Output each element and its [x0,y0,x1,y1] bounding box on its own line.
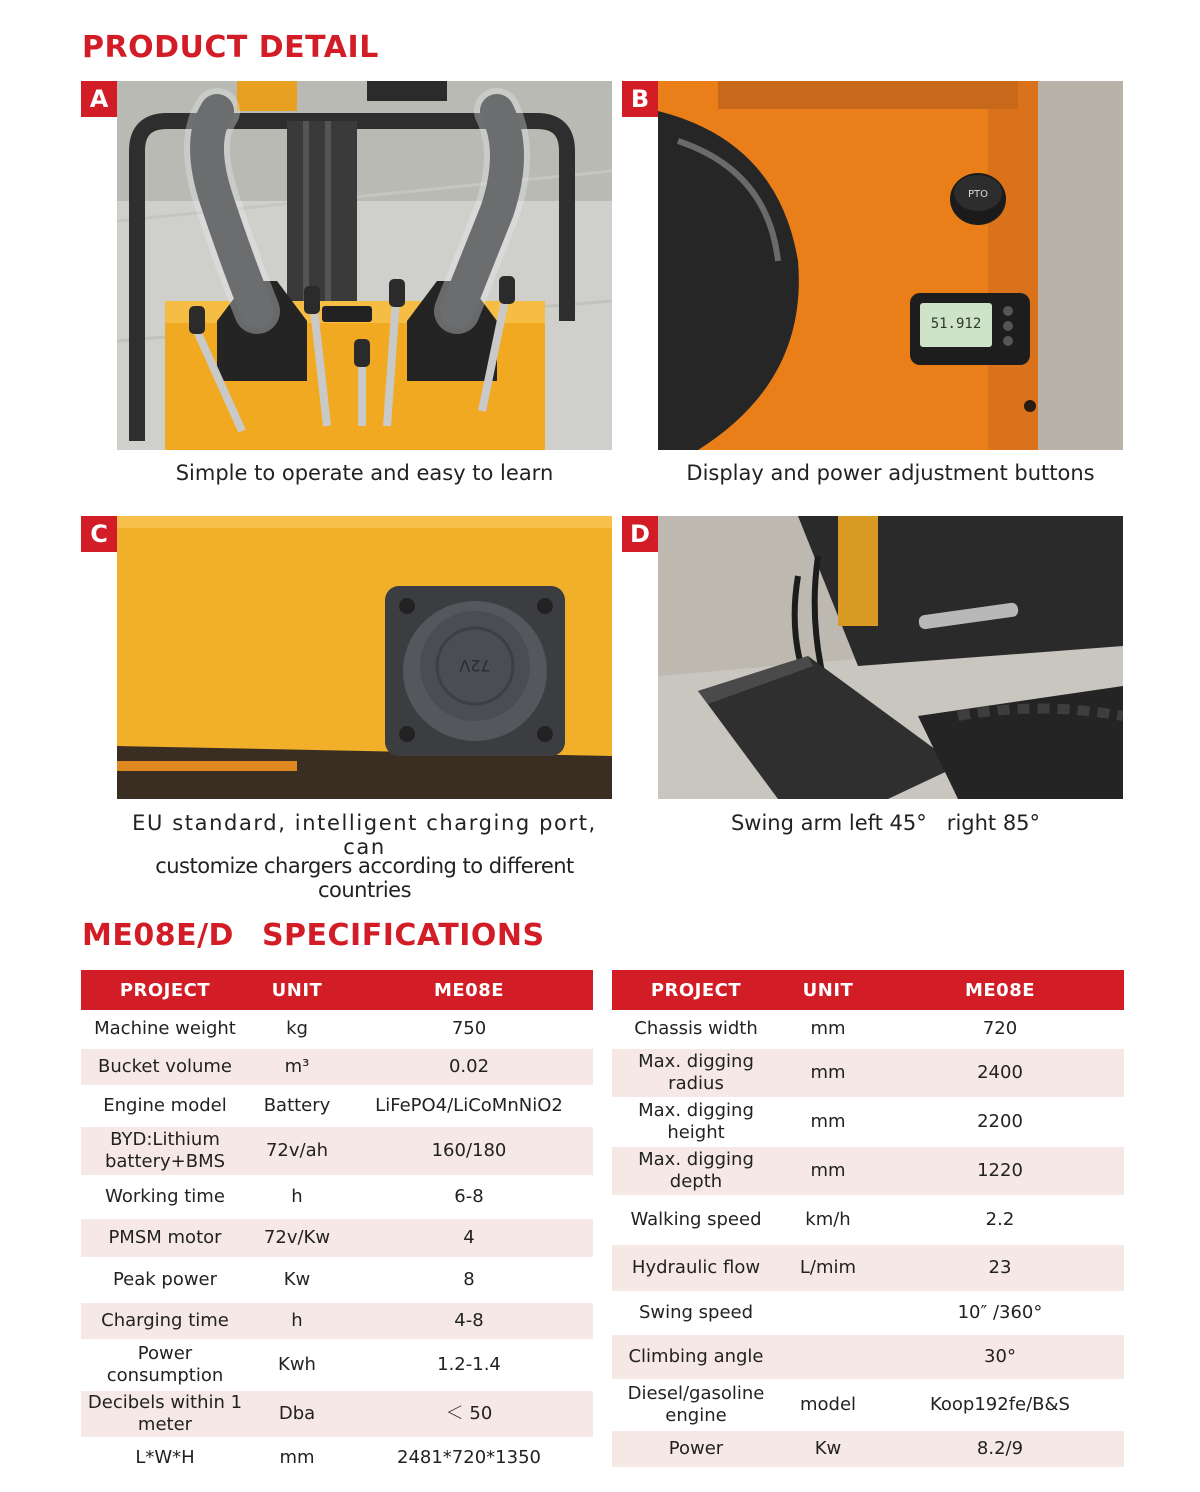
spec-unit-cell: mm [780,1048,876,1098]
spec-project-cell: Diesel/gasoline engine [612,1380,780,1430]
header-model: ME08E [345,970,593,1010]
table-row [612,1146,1124,1196]
charging-port-label: 72V [459,656,491,675]
spec-value-cell: 8 [345,1258,593,1302]
table-row [81,1302,593,1340]
spec-unit-cell: Kwh [249,1340,345,1390]
spec-value-cell: 2.2 [876,1196,1124,1244]
product-detail-title: PRODUCT DETAIL [82,30,379,65]
spec-value-cell: 4 [345,1218,593,1258]
table-row [612,1430,1124,1468]
table-row [81,1340,593,1390]
photo-b-display-panel [658,81,1123,450]
spec-unit-cell: h [249,1302,345,1340]
spec-project-cell: Bucket volume [81,1048,249,1086]
table-row [81,1048,593,1086]
table-row [81,1438,593,1478]
spec-project-cell: Decibels within 1 meter [81,1390,249,1438]
spec-project-cell: Working time [81,1176,249,1218]
caption-a: Simple to operate and easy to learn [175,461,554,485]
header-unit: UNIT [780,970,876,1010]
swing-arm-illustration [658,516,1123,799]
control-levers-illustration [117,81,612,450]
spec-project-cell: Chassis width [612,1010,780,1048]
spec-unit-cell: L/mim [780,1244,876,1292]
spec-value-cell: 2400 [876,1048,1124,1098]
caption-b: Display and power adjustment buttons [686,461,1095,485]
table-row [612,1196,1124,1244]
spec-project-cell: Peak power [81,1258,249,1302]
spec-project-cell: PMSM motor [81,1218,249,1258]
spec-value-cell: 4-8 [345,1302,593,1340]
battery-display-illustration [658,81,1123,450]
battery-display-reading: 51.912 [930,316,982,332]
spec-project-cell: L*W*H [81,1438,249,1478]
spec-unit-cell: 72v/Kw [249,1218,345,1258]
spec-project-cell: Machine weight [81,1010,249,1048]
photo-c-charging-port [117,516,612,799]
table-row [81,1126,593,1176]
spec-unit-cell [780,1334,876,1380]
badge-c: C [81,516,117,552]
spec-project-cell: Engine model [81,1086,249,1126]
spec-value-cell: 2481*720*1350 [345,1438,593,1478]
spec-value-cell: 750 [345,1010,593,1048]
photo-a-control-levers [117,81,612,450]
table-row [612,1010,1124,1048]
badge-a: A [81,81,117,117]
caption-c-line1: EU standard, intelligent charging port, can [132,811,597,859]
spec-project-cell: Charging time [81,1302,249,1340]
spec-unit-cell: mm [780,1010,876,1048]
spec-unit-cell: m³ [249,1048,345,1086]
spec-unit-cell: Kw [780,1430,876,1468]
table-row [612,1048,1124,1098]
table-row [612,1380,1124,1430]
spec-table-right [612,970,1124,1469]
spec-unit-cell: 72v/ah [249,1126,345,1176]
spec-project-cell: Max. digging height [612,1098,780,1146]
pto-knob-label: PTO [967,189,989,200]
spec-value-cell: ＜ 50 [345,1390,593,1438]
spec-project-cell: Walking speed [612,1196,780,1244]
spec-unit-cell: model [780,1380,876,1430]
spec-value-cell: 720 [876,1010,1124,1048]
spec-value-cell: 1220 [876,1146,1124,1196]
header-project: PROJECT [81,970,249,1010]
spec-unit-cell [780,1292,876,1334]
table-row [612,1334,1124,1380]
spec-unit-cell: mm [780,1098,876,1146]
spec-unit-cell: mm [780,1146,876,1196]
spec-table-header-row [612,970,1124,1010]
spec-project-cell: BYD:Lithium battery+BMS [81,1126,249,1176]
badge-d: D [622,516,658,552]
photo-d-swing-arm [658,516,1123,799]
spec-unit-cell: mm [249,1438,345,1478]
spec-model-name: ME08E/D [82,918,234,953]
spec-unit-cell: Dba [249,1390,345,1438]
spec-project-cell: Power [612,1430,780,1468]
spec-table-left [81,970,593,1479]
spec-unit-cell: Battery [249,1086,345,1126]
table-row [81,1390,593,1438]
spec-value-cell: 160/180 [345,1126,593,1176]
table-row [81,1010,593,1048]
table-row [81,1086,593,1126]
spec-value-cell: LiFePO4/LiCoMnNiO2 [345,1086,593,1126]
spec-value-cell: 10″ /360° [876,1292,1124,1334]
spec-title-word: SPECIFICATIONS [261,918,545,953]
spec-value-cell: 6-8 [345,1176,593,1218]
charging-port-illustration [117,516,612,799]
specifications-title [82,918,545,953]
spec-unit-cell: Kw [249,1258,345,1302]
spec-value-cell: 1.2-1.4 [345,1340,593,1390]
table-row [81,1258,593,1302]
header-model: ME08E [876,970,1124,1010]
spec-project-cell: Max. digging depth [612,1146,780,1196]
spec-project-cell: Max. digging radius [612,1048,780,1098]
header-project: PROJECT [612,970,780,1010]
spec-project-cell: Climbing angle [612,1334,780,1380]
spec-value-cell: 0.02 [345,1048,593,1086]
spec-unit-cell: kg [249,1010,345,1048]
table-row [612,1244,1124,1292]
badge-b: B [622,81,658,117]
spec-project-cell: Swing speed [612,1292,780,1334]
spec-value-cell: 2200 [876,1098,1124,1146]
table-row [81,1218,593,1258]
spec-project-cell: Power consumption [81,1340,249,1390]
spec-value-cell: 30° [876,1334,1124,1380]
table-row [612,1098,1124,1146]
table-row [612,1292,1124,1334]
table-row [81,1176,593,1218]
spec-value-cell: 8.2/9 [876,1430,1124,1468]
spec-value-cell: Koop192fe/B&S [876,1380,1124,1430]
spec-project-cell: Hydraulic flow [612,1244,780,1292]
spec-unit-cell: h [249,1176,345,1218]
spec-unit-cell: km/h [780,1196,876,1244]
spec-value-cell: 23 [876,1244,1124,1292]
caption-d: Swing arm left 45° right 85° [730,811,1041,835]
spec-table-header-row [81,970,593,1010]
header-unit: UNIT [249,970,345,1010]
caption-c-line2: customize chargers according to different countries [155,854,574,902]
